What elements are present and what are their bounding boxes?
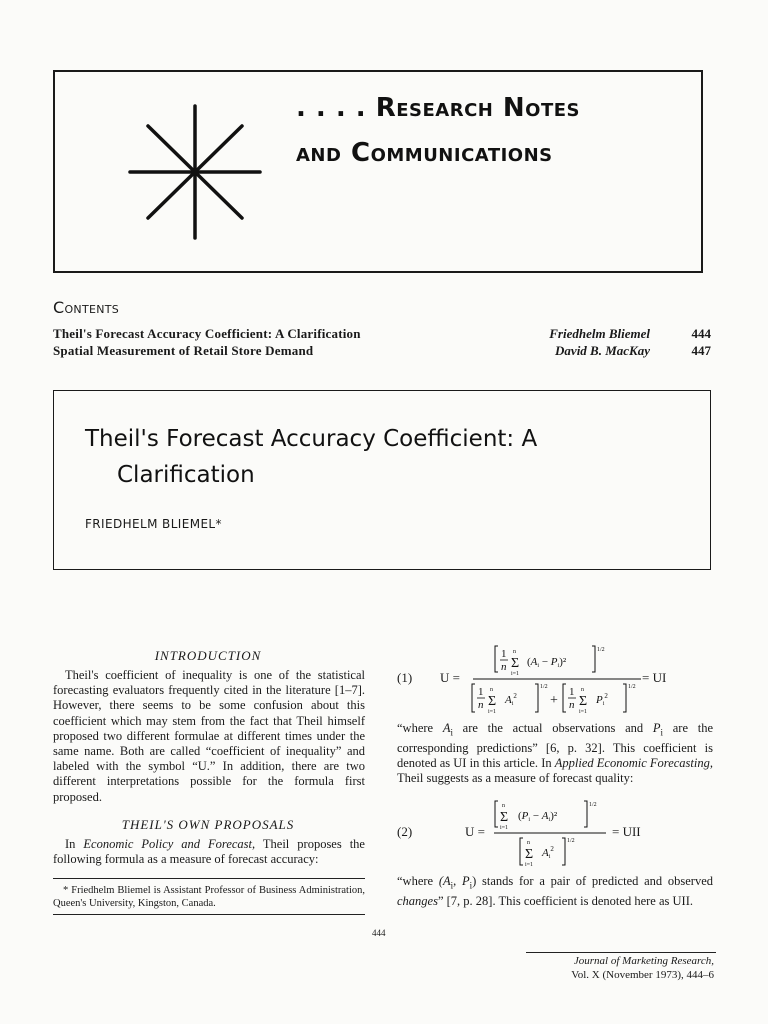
article-title-line2: Clarification xyxy=(117,462,255,488)
svg-text:(Ai − Pi)²: (Ai − Pi)² xyxy=(527,656,567,669)
toc-entry-title: Theil's Forecast Accuracy Coefficient: A Clarification xyxy=(53,326,361,341)
journal-name: Journal of Marketing Research, xyxy=(573,955,714,967)
p1-symbol-a: A xyxy=(442,721,451,735)
proposals-rest: Theil proposes the following formula as a measure of forecast accuracy: xyxy=(53,837,365,867)
footnote-rule xyxy=(53,878,365,879)
equation-2-u: U = xyxy=(465,824,485,839)
svg-text:i=1: i=1 xyxy=(500,825,509,831)
introduction-heading: INTRODUCTION xyxy=(154,648,262,663)
equation-1-number: (1) xyxy=(397,670,413,685)
article-title xyxy=(85,421,605,493)
svg-text:1/2: 1/2 xyxy=(589,802,597,808)
svg-text:Σ: Σ xyxy=(579,694,588,709)
article-title-line1: Theil's Forecast Accuracy Coefficient: A xyxy=(85,426,538,452)
p1-book-title: Applied Economic Forecasting, xyxy=(554,755,713,770)
p2-part: stands for a pair of predicted and observed xyxy=(476,874,713,888)
svg-text:n: n xyxy=(569,699,575,711)
svg-text:n: n xyxy=(478,699,484,711)
proposals-paragraph xyxy=(53,837,365,867)
svg-text:Ai2: Ai$^2$ xyxy=(505,692,517,707)
equation-2-result: = UII xyxy=(612,824,641,839)
p1-part: are the corresponding predictions” [6, p. 32]. This coefficient is denoted as UI in this article. In xyxy=(397,721,713,770)
article-author: FRIEDHELM BLIEMEL* xyxy=(85,517,222,531)
svg-text:1/2: 1/2 xyxy=(597,647,605,653)
svg-text:1/2: 1/2 xyxy=(567,838,575,844)
p2-part: “where xyxy=(397,874,439,888)
toc-entry-title: Spatial Measurement of Retail Store Demand xyxy=(53,343,314,358)
svg-text:Σ: Σ xyxy=(500,810,509,825)
svg-text:1: 1 xyxy=(478,686,484,698)
equation-2-number: (2) xyxy=(397,824,413,839)
toc-entry-page: 444 xyxy=(691,326,711,341)
p1-part: are the actual observations and xyxy=(452,721,653,735)
footnote: * Friedhelm Bliemel is Assistant Professor of Business Administration, Queen's University, Kingston, Canada. xyxy=(53,885,365,909)
proposals-prefix: In xyxy=(65,837,84,851)
p1-symbol-p: P xyxy=(652,721,661,735)
svg-text:n: n xyxy=(527,840,530,846)
equation-1-result: = UI xyxy=(642,670,667,685)
page-number: 444 xyxy=(372,928,386,938)
right-paragraph-1: “where $A_i$ are the actual observations and $P_i$ are the corresponding predictions” [6, p. 32]. This coefficient is denoted as UI in this article. In Applied Economic Forecasting, Theil suggests as a measure of forecast quality: xyxy=(397,721,713,786)
toc-entry-page: 447 xyxy=(691,343,711,358)
svg-text:Σ: Σ xyxy=(488,694,497,709)
p2-pair-a: (A xyxy=(438,874,451,888)
p1-part: “where xyxy=(397,721,443,735)
journal-volume: Vol. X (November 1973), 444–6 xyxy=(571,969,714,981)
svg-text:Pi2: Pi$^2$ xyxy=(596,692,608,707)
footnote-rule-bottom xyxy=(53,914,365,915)
svg-text:n: n xyxy=(490,687,493,693)
svg-text:i=1: i=1 xyxy=(525,862,534,868)
right-paragraph-2: “where ($A_i$, $P_i$) stands for a pair of predicted and observed changes” [7, p. 28]. This coefficient is denoted here as UII. xyxy=(397,874,713,908)
equation-2-formula xyxy=(490,797,610,869)
toc-entry-author: Friedhelm Bliemel xyxy=(549,326,650,341)
svg-text:1/2: 1/2 xyxy=(628,684,636,690)
svg-text:n: n xyxy=(502,803,505,809)
svg-text:1: 1 xyxy=(501,648,507,660)
svg-text:Σ: Σ xyxy=(511,656,520,671)
proposals-book-title: Economic Policy and Forecast, xyxy=(83,837,256,851)
svg-text:1: 1 xyxy=(569,686,575,698)
equation-1-u: U = xyxy=(440,670,460,685)
svg-text:n: n xyxy=(581,687,584,693)
contents-heading: Contents xyxy=(53,298,120,317)
svg-text:+: + xyxy=(550,693,558,708)
svg-text:1/2: 1/2 xyxy=(540,684,548,690)
section-title-line2: and Communications xyxy=(296,138,553,168)
svg-text:Σ: Σ xyxy=(525,847,534,862)
svg-text:(Pi − Ai)²: (Pi − Ai)² xyxy=(518,810,558,823)
svg-text:Ai2: Ai$^2$ xyxy=(542,845,554,860)
svg-text:i=1: i=1 xyxy=(579,709,588,715)
svg-text:n: n xyxy=(513,649,516,655)
p1-part: Theil suggests as a measure of forecast quality: xyxy=(397,771,634,786)
journal-rule xyxy=(526,952,716,953)
section-title-line1: . . . . Research Notes xyxy=(296,93,581,123)
equation-1-formula xyxy=(465,642,645,717)
p2-part: ” [7, p. 28]. This coefficient is denoted here as UII. xyxy=(437,893,693,908)
svg-text:i=1: i=1 xyxy=(511,671,520,677)
introduction-paragraph: Theil's coefficient of inequality is one of the statistical forecasting evaluators frequently cited in the literature [1–7]. However, there seems to be some confusion about this coefficient which may stem from the fact that Theil himself proposed two different formulae at different times under the same name. Both are called “coefficient of inequality” and labeled with the symbol “U.” In addition, there are two different interpretations possible for the formula first proposed. xyxy=(53,668,365,804)
p2-changes: changes xyxy=(397,893,438,908)
proposals-heading: THEIL'S OWN PROPOSALS xyxy=(121,817,295,832)
toc-entry-author: David B. MacKay xyxy=(555,343,650,358)
svg-text:n: n xyxy=(501,661,507,673)
asterisk-star-icon xyxy=(128,104,262,240)
svg-text:i=1: i=1 xyxy=(488,709,497,715)
